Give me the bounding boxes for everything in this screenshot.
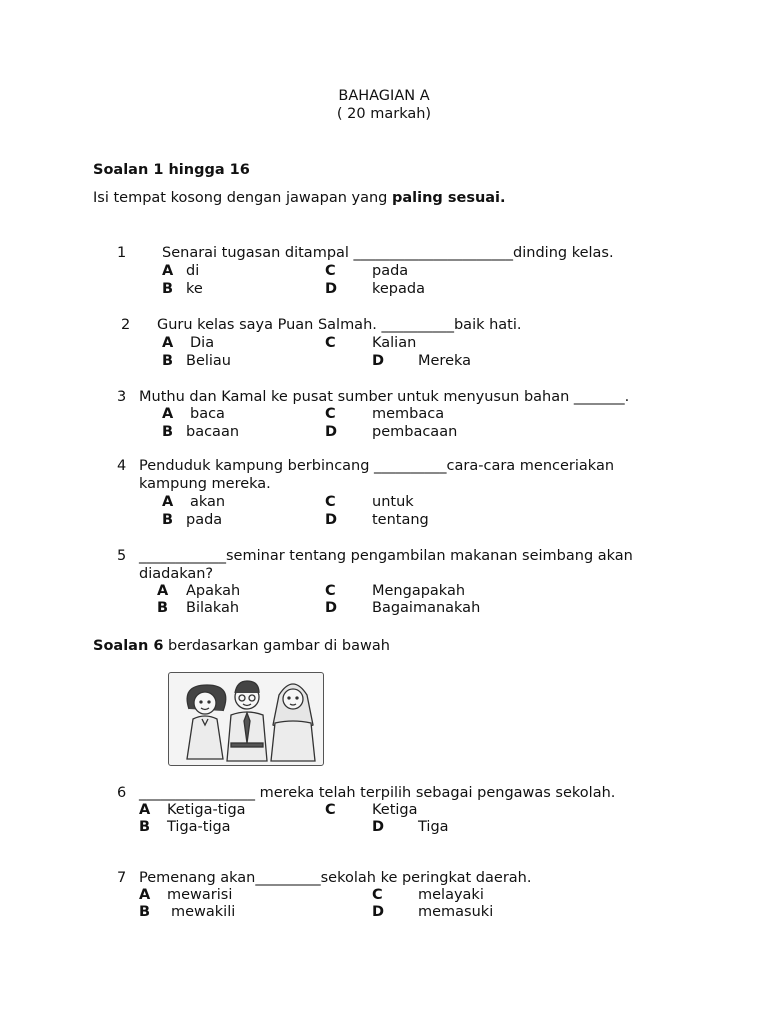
question-number: 7	[117, 870, 127, 886]
option-letter: D	[325, 512, 338, 528]
option-text: Apakah	[186, 583, 241, 599]
option-text: Kalian	[372, 335, 417, 351]
option-text: Beliau	[186, 353, 232, 369]
option-text: di	[186, 263, 200, 279]
instruction-emphasis: paling sesuai.	[392, 190, 506, 206]
option-text: mewarisi	[167, 887, 233, 903]
option-letter: C	[325, 494, 336, 510]
option-text: pada	[372, 263, 409, 279]
instruction-text: Isi tempat kosong dengan jawapan yang	[93, 190, 392, 206]
option-letter: A	[139, 802, 151, 818]
question-text: Pemenang akan_________sekolah ke peringkat daerah.	[139, 870, 532, 886]
section-heading: Soalan 1 hingga 16	[93, 162, 250, 178]
section-title: BAHAGIAN A	[338, 88, 430, 104]
question-number: 5	[117, 548, 127, 564]
question-number: 2	[121, 317, 131, 333]
question-text: Muthu dan Kamal ke pusat sumber untuk menyusun bahan _______.	[139, 389, 630, 405]
students-drawing	[169, 673, 323, 765]
option-letter: C	[325, 335, 336, 351]
option-text: Dia	[190, 335, 215, 351]
option-text: pembacaan	[372, 424, 458, 440]
option-letter: B	[162, 424, 174, 440]
option-text: bacaan	[186, 424, 240, 440]
option-text: Tiga	[418, 819, 449, 835]
option-letter: A	[157, 583, 169, 599]
option-letter: C	[325, 406, 336, 422]
option-letter: C	[325, 263, 336, 279]
question-text-continued: kampung mereka.	[139, 476, 271, 492]
option-text: mewakili	[171, 904, 236, 920]
question-text: ________________ mereka telah terpilih sebagai pengawas sekolah.	[139, 785, 616, 801]
option-letter: A	[162, 494, 174, 510]
option-text: baca	[190, 406, 225, 422]
question-number: 3	[117, 389, 127, 405]
option-text: kepada	[372, 281, 425, 297]
question-text-continued: diadakan?	[139, 566, 214, 582]
option-letter: D	[325, 600, 338, 616]
option-text: Bagaimanakah	[372, 600, 481, 616]
option-letter: A	[162, 406, 174, 422]
option-text: membaca	[372, 406, 445, 422]
option-text: pada	[186, 512, 223, 528]
option-letter: B	[139, 904, 151, 920]
question-number: 6	[117, 785, 127, 801]
option-text: Ketiga-tiga	[167, 802, 246, 818]
option-letter: B	[162, 512, 174, 528]
section-heading-2	[93, 638, 390, 654]
option-text: akan	[190, 494, 226, 510]
question-text: ____________seminar tentang pengambilan makanan seimbang akan	[139, 548, 633, 564]
option-text: ke	[186, 281, 203, 297]
option-letter: B	[162, 281, 174, 297]
option-letter: D	[325, 424, 338, 440]
option-letter: B	[157, 600, 169, 616]
section-heading-bold: Soalan 6	[93, 638, 164, 654]
option-letter: B	[139, 819, 151, 835]
option-text: memasuki	[418, 904, 494, 920]
option-letter: A	[139, 887, 151, 903]
section-heading-text: berdasarkan gambar di bawah	[163, 638, 390, 654]
option-letter: D	[325, 281, 338, 297]
students-picture	[168, 672, 324, 766]
question-text: Penduduk kampung berbincang __________cara-cara menceriakan	[139, 458, 615, 474]
option-letter: A	[162, 263, 174, 279]
option-letter: B	[162, 353, 174, 369]
option-text: melayaki	[418, 887, 484, 903]
option-letter: D	[372, 819, 385, 835]
option-letter: D	[372, 353, 385, 369]
question-text: Guru kelas saya Puan Salmah. __________baik hati.	[157, 317, 522, 333]
option-letter: C	[325, 583, 336, 599]
option-letter: C	[372, 887, 383, 903]
instruction	[93, 190, 506, 206]
option-text: Tiga-tiga	[167, 819, 231, 835]
option-text: Ketiga	[372, 802, 418, 818]
option-letter: D	[372, 904, 385, 920]
question-number: 4	[117, 458, 127, 474]
option-text: tentang	[372, 512, 429, 528]
question-number: 1	[117, 245, 127, 261]
question-text: Senarai tugasan ditampal ______________________dinding kelas.	[162, 245, 614, 261]
option-letter: A	[162, 335, 174, 351]
option-text: untuk	[372, 494, 414, 510]
option-text: Mengapakah	[372, 583, 466, 599]
option-text: Bilakah	[186, 600, 240, 616]
marks-label: ( 20 markah)	[336, 106, 432, 122]
option-letter: C	[325, 802, 336, 818]
option-text: Mereka	[418, 353, 472, 369]
